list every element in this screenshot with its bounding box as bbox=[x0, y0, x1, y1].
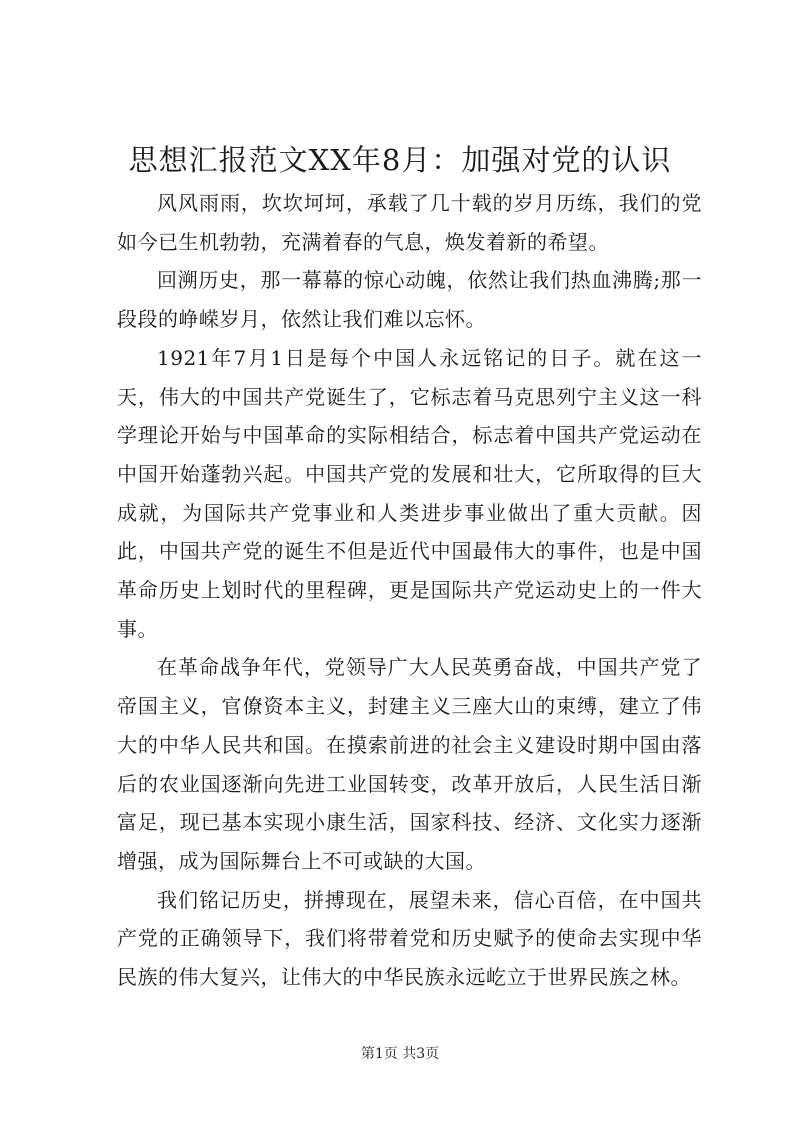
page-number-footer: 第1页 共3页 bbox=[360, 1046, 440, 1062]
paragraph-2: 回溯历史，那一幕幕的惊心动魄，依然让我们热血沸腾;那一段段的峥嵘岁月，依然让我们难以忘怀。 bbox=[117, 268, 702, 332]
document-title: 思想汇报范文XX年8月：加强对党的认识 bbox=[128, 143, 672, 177]
paragraph-1: 风风雨雨，坎坎坷坷，承载了几十载的岁月历练，我们的党如今已生机勃勃，充满着春的气息，焕发着新的希望。 bbox=[117, 191, 702, 254]
paragraph-5: 我们铭记历史，拼搏现在，展望未来，信心百倍，在中国共产党的正确领导下，我们将带着党和历史赋予的使命去实现中华民族的伟大复兴，让伟大的中华民族永远屹立于世界民族之林。 bbox=[117, 887, 702, 990]
paragraph-4: 在革命战争年代，党领导广大人民英勇奋战，中国共产党了帝国主义，官僚资本主义，封建主义三座大山的束缚，建立了伟大的中华人民共和国。在摸索前进的社会主义建设时期中国由落后的农业国逐渐向先进工业国转变，改革开放后，人民生活日渐富足，现已基本实现小康生活，国家科技、经济、文化实力逐渐增强，成为国际舞台上不可或缺的大国。 bbox=[117, 655, 702, 873]
document-body bbox=[117, 184, 702, 997]
paragraph-3: 1921年7月1日是每个中国人永远铭记的日子。就在这一天，伟大的中国共产党诞生了，它标志着马克思列宁主义这一科学理论开始与中国革命的实际相结合，标志着中国共产党运动在中国开始蓬勃兴起。中国共产党的发展和壮大，它所取得的巨大成就，为国际共产党事业和人类进步事业做出了重大贡献。因此，中国共产党的诞生不但是近代中国最伟大的事件，也是中国革命历史上划时代的里程碑，更是国际共产党运动史上的一件大事。 bbox=[117, 345, 702, 641]
